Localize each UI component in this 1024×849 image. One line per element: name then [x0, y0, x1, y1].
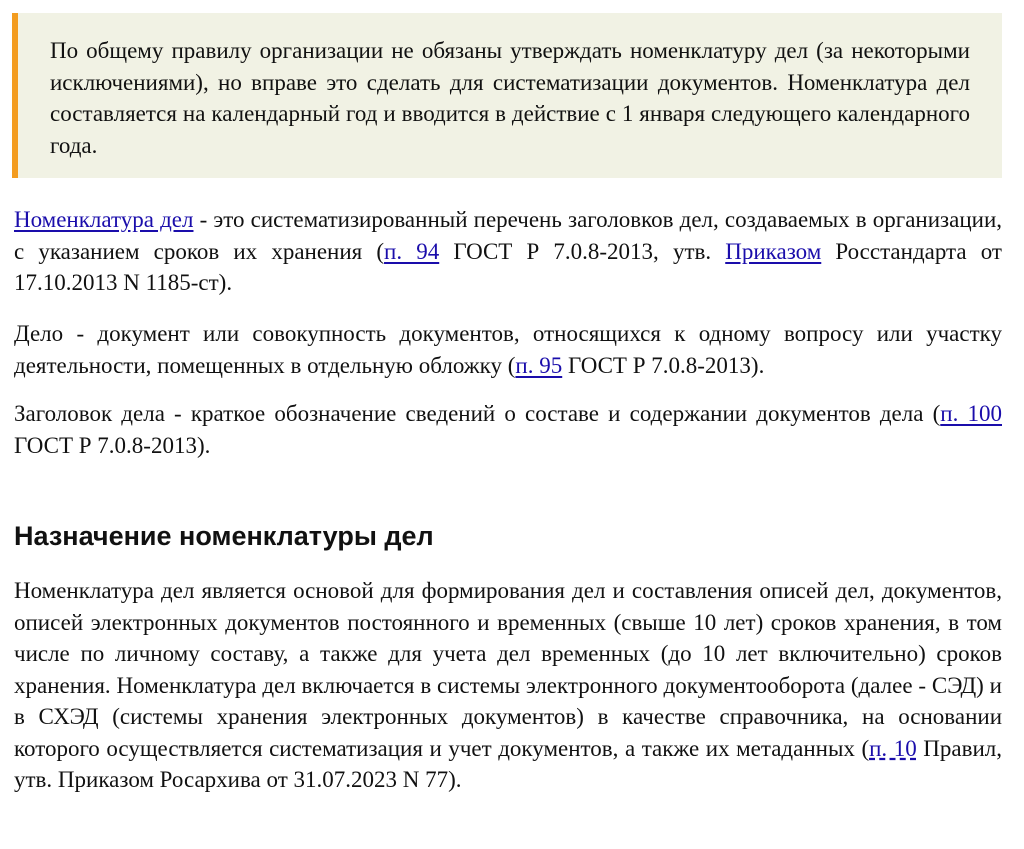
section-paragraph: [14, 575, 1002, 796]
definition-text: - это систематизированный перечень заголовков дел, создаваемых в организации, с указанием сроков их хранения (: [14, 207, 1003, 264]
definition-text: Росстандарта от 17.10.2013 N 1185-ст).: [14, 238, 1002, 295]
definition-text: Заголовок дела - краткое обозначение сведений о составе и содержании документов дела (: [14, 401, 941, 426]
definition-case-title: [14, 398, 1002, 461]
link-clause-100[interactable]: п. 100: [940, 401, 1002, 426]
definition-case: [14, 318, 1002, 381]
link-nomenclature-term[interactable]: Номенклатура дел: [14, 207, 194, 232]
note-text: По общему правилу организации не обязаны утверждать номенклатуру дел (за некоторыми исключениями), но вправе это сделать для систематизации документов. Номенклатура дел составляется на календарный год и вводится в действие с 1 января следующего календарного года.: [50, 38, 970, 158]
section-text: Номенклатура дел является основой для формирования дел и составления описей дел, документов, описей электронных документов постоянного и временных (свыше 10 лет) сроков хранения, в том числе по личному составу, а также для учета дел временных (до 10 лет включительно) сроков хранения. Номенклатура дел включается в системы электронного документооборота (далее - СЭД) и в СХЭД (системы хранения электронных документов) в качестве справочника, на основании которого осуществляется систематизация и учет документов, а также их метаданных (: [14, 578, 1002, 761]
note-callout: [12, 13, 1002, 178]
link-clause-94[interactable]: п. 94: [384, 238, 440, 264]
section-heading: Назначение номенклатуры дел: [14, 521, 434, 551]
definition-nomenclature: [14, 204, 1002, 299]
definition-text: ГОСТ Р 7.0.8-2013, утв.: [439, 238, 726, 264]
definition-text: ГОСТ Р 7.0.8-2013).: [562, 352, 765, 378]
definition-text: ГОСТ Р 7.0.8-2013).: [14, 432, 211, 458]
link-clause-10[interactable]: п. 10: [869, 735, 917, 761]
link-clause-95[interactable]: п. 95: [515, 352, 563, 378]
section-text: Правил, утв. Приказом Росархива от 31.07.2023 N 77).: [14, 735, 1002, 792]
link-order[interactable]: Приказом: [725, 238, 822, 264]
definition-text: Дело - документ или совокупность документов, относящихся к одному вопросу или участку деятельности, помещенных в отдельную обложку (: [14, 321, 1002, 378]
